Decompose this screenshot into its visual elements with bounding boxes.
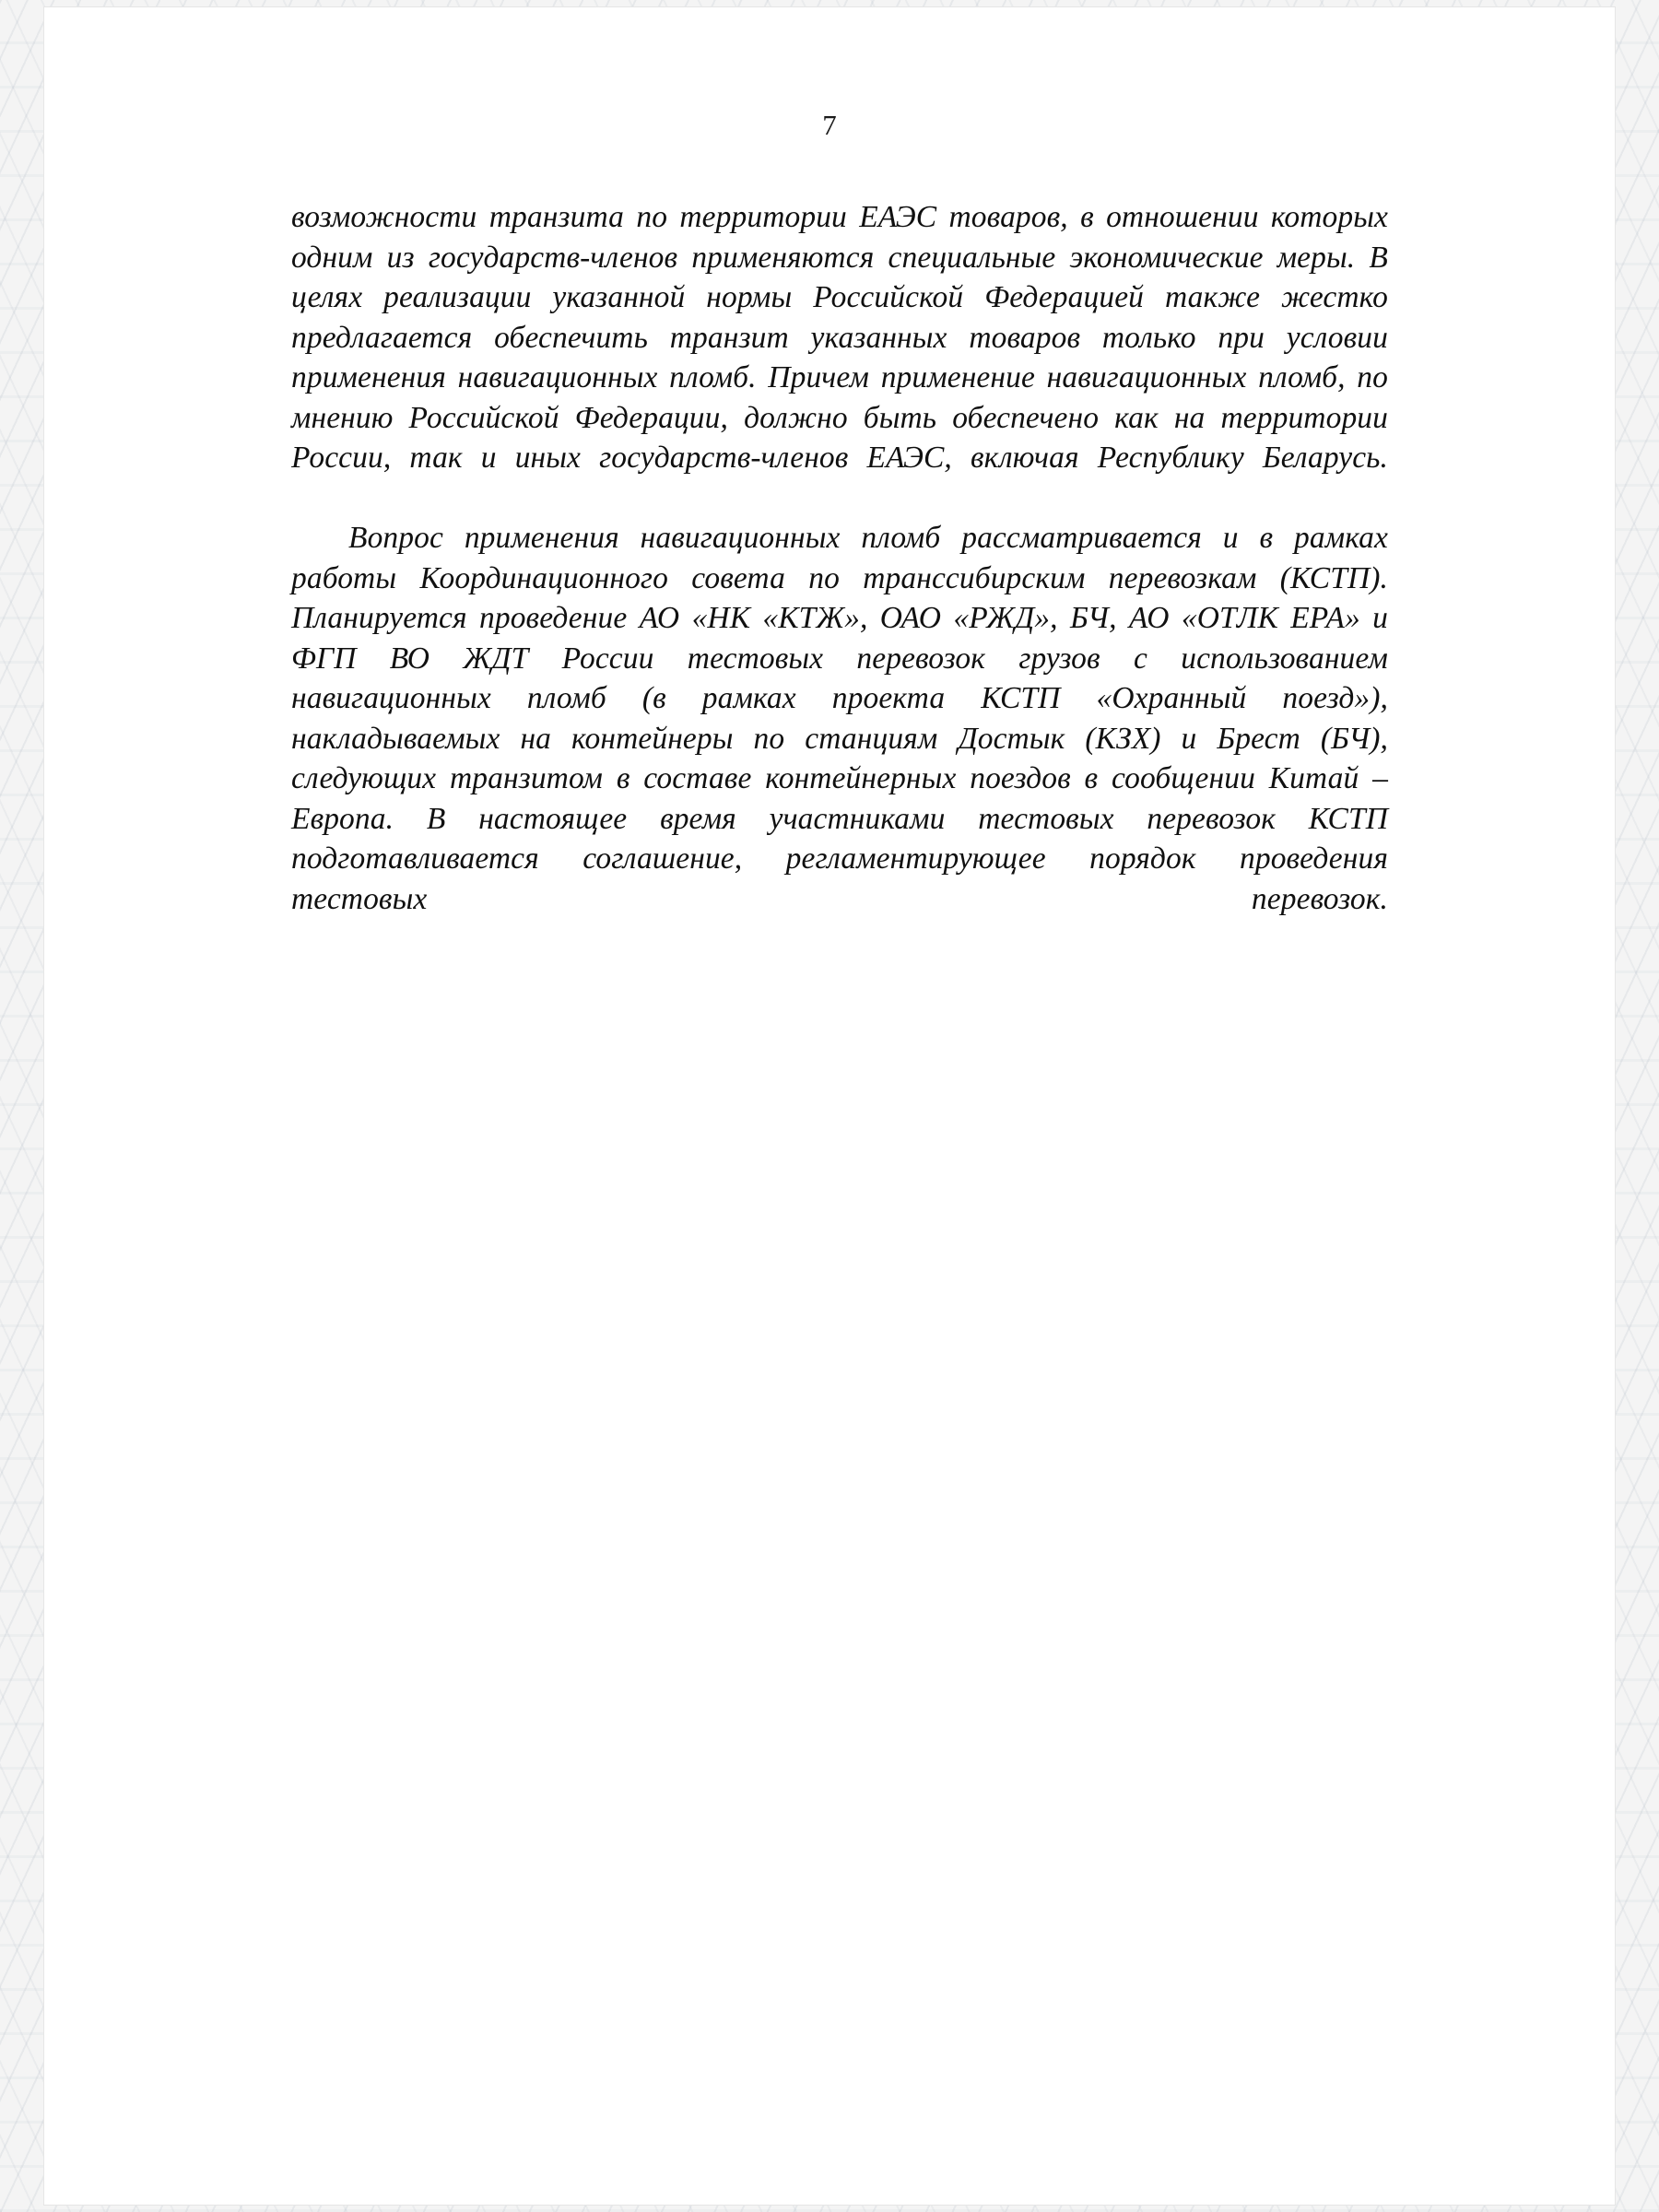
document-body <box>291 197 1388 959</box>
paragraph-1: возможности транзита по территории ЕАЭС товаров, в отношении которых одним из государств-членов применяются специальные экономические меры. В целях реализации указанной нормы Российской Федерацией также жестко предлагается обеспечить транзит указанных товаров только при условии применения навигационных пломб. Причем применение навигационных пломб, по мнению Российской Федерации, должно быть обеспечено как на территории России, так и иных государств-членов ЕАЭС, включая Республику Беларусь. <box>291 200 1388 475</box>
page-number: 7 <box>822 109 837 141</box>
document-page <box>44 7 1615 2205</box>
paragraph-2: Вопрос применения навигационных пломб рассматривается и в рамках работы Координационного совета по транссибирским перевозкам (КСТП). Планируется проведение АО «НК «КТЖ», ОАО «РЖД», БЧ, АО «ОТЛК ЕРА» и ФГП ВО ЖДТ России тестовых перевозок грузов с использованием навигационных пломб (в рамках проекта КСТП «Охранный поезд»), накладываемых на контейнеры по станциям Достык (КЗХ) и Брест (БЧ), следующих транзитом в составе контейнерных поездов в сообщении Китай – Европа. В настоящее время участниками тестовых перевозок КСТП подготавливается соглашение, регламентирующее порядок проведения тестовых перевозок. <box>291 521 1388 916</box>
